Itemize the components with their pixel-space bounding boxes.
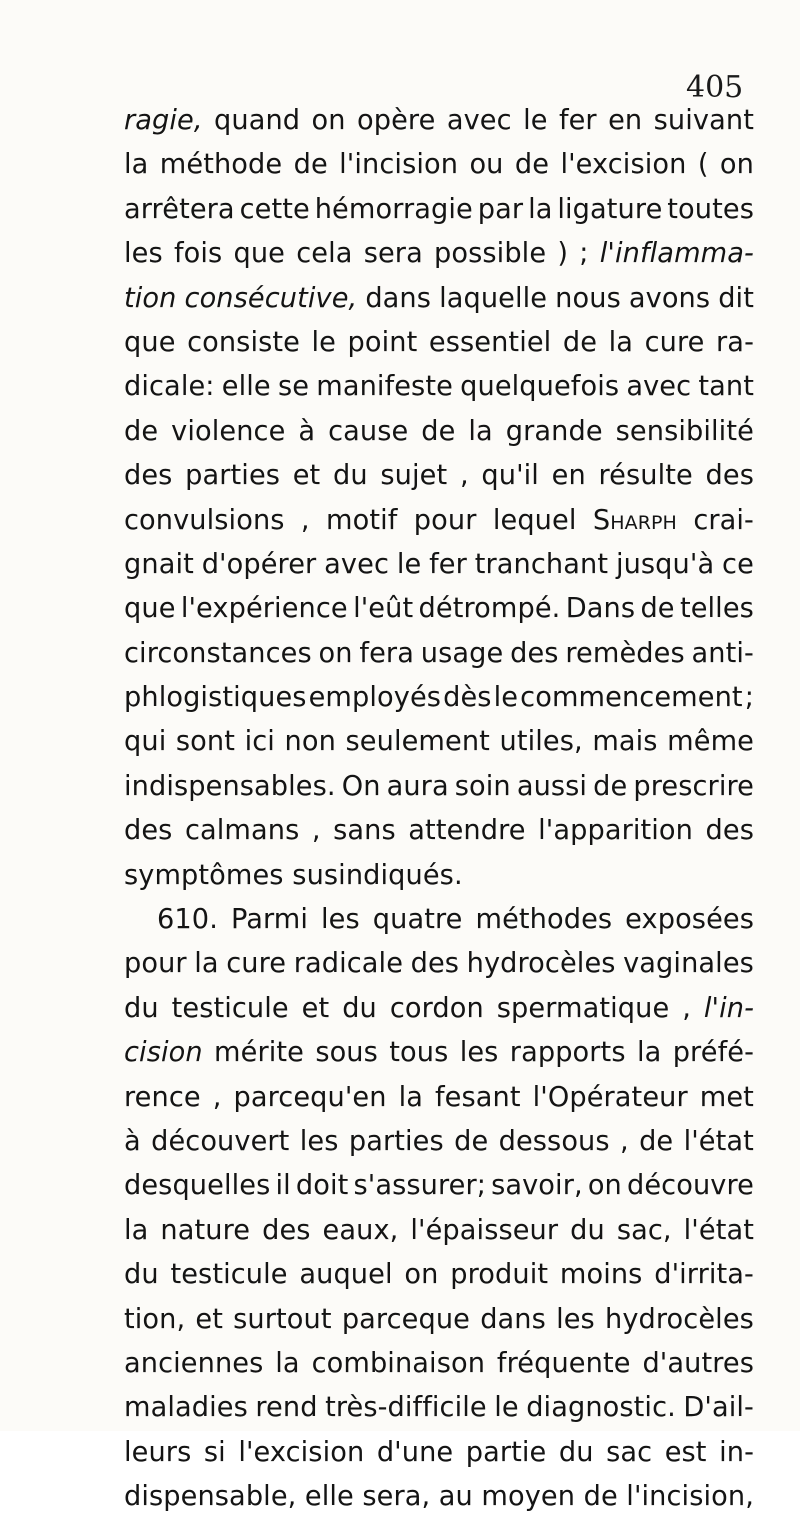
word: produit xyxy=(450,1259,549,1291)
word: du xyxy=(558,1436,594,1468)
word: prescrire xyxy=(633,770,754,802)
word: ( xyxy=(697,149,709,181)
word: découvert xyxy=(151,1125,290,1157)
word: desquelles xyxy=(124,1170,271,1202)
word: auquel xyxy=(299,1259,393,1291)
word: , xyxy=(619,1125,629,1157)
text-line xyxy=(124,765,754,809)
word: de xyxy=(514,149,550,181)
word: les xyxy=(124,238,163,270)
word: quatre xyxy=(372,904,463,936)
word: crai- xyxy=(693,504,754,536)
word: rend xyxy=(255,1392,318,1424)
word: quand xyxy=(214,105,301,136)
word: dans xyxy=(365,282,432,314)
word: employés xyxy=(308,682,442,714)
paragraph-start-line xyxy=(124,898,754,942)
word: de xyxy=(293,149,328,181)
word: partie xyxy=(465,1436,547,1468)
word: ou xyxy=(469,149,504,181)
word: les xyxy=(321,904,360,936)
word: les xyxy=(299,1125,339,1157)
word: cause xyxy=(328,415,409,447)
word: la xyxy=(528,193,553,225)
word: in- xyxy=(719,1436,754,1468)
word: tion xyxy=(124,282,177,314)
word: rapports xyxy=(509,1037,626,1069)
word: leurs xyxy=(124,1436,192,1468)
word: sous xyxy=(315,1037,378,1069)
word: Dans xyxy=(565,593,636,625)
word: moins xyxy=(559,1259,643,1291)
word: d'autres xyxy=(642,1347,754,1379)
word: de xyxy=(640,593,675,625)
text-line xyxy=(124,277,754,321)
word: ra- xyxy=(716,326,754,358)
word: opère xyxy=(357,105,436,136)
word: l'in- xyxy=(703,992,754,1024)
text-line xyxy=(124,1076,754,1120)
word: indispensables. xyxy=(124,770,336,802)
word: de xyxy=(593,770,628,802)
word: au xyxy=(438,1481,473,1513)
word: manifeste xyxy=(316,371,453,403)
word: des xyxy=(262,1214,311,1246)
word: elle xyxy=(304,1481,354,1513)
word: s'assurer; xyxy=(353,1170,486,1202)
word: on xyxy=(311,105,346,136)
text-line xyxy=(124,720,754,764)
word: tous xyxy=(389,1037,449,1069)
word: point xyxy=(347,326,418,358)
word: moyen xyxy=(481,1481,576,1513)
word: la xyxy=(275,1347,300,1379)
word: tranchant xyxy=(474,548,609,580)
word: ; xyxy=(744,682,754,714)
word: hémorragie xyxy=(314,193,473,225)
word: exposées xyxy=(625,904,754,936)
text-line xyxy=(124,809,754,853)
word: sac, xyxy=(616,1214,672,1246)
word: si xyxy=(203,1436,226,1468)
word: maladies xyxy=(124,1392,248,1424)
word: diagnostic. xyxy=(526,1392,676,1424)
word: fréquente xyxy=(496,1347,631,1379)
word: l'excision xyxy=(560,149,687,181)
word: l'incision xyxy=(339,149,459,181)
word: seulement xyxy=(345,726,490,758)
word: D'ail- xyxy=(683,1392,754,1424)
word: on xyxy=(404,1259,439,1291)
word: sont xyxy=(175,726,236,758)
word: avec xyxy=(626,371,692,403)
text-line xyxy=(124,454,754,498)
word: remèdes xyxy=(565,637,685,669)
word: détrompé. xyxy=(418,593,561,625)
word: soin xyxy=(454,770,511,802)
word: attendre xyxy=(408,815,526,847)
word: des xyxy=(124,460,173,492)
text-line xyxy=(124,1475,754,1519)
word: calmans xyxy=(184,815,300,847)
word: laquelle xyxy=(439,282,548,314)
word: convulsions xyxy=(124,504,285,536)
text-line xyxy=(124,1298,754,1342)
word: très-difficile xyxy=(325,1392,487,1424)
word: est xyxy=(664,1436,707,1468)
word: ce xyxy=(722,548,754,580)
text-line xyxy=(124,1120,754,1164)
word: Sharph xyxy=(592,504,677,536)
word: on xyxy=(318,637,353,669)
word: le xyxy=(396,548,422,580)
word: circonstances xyxy=(124,637,312,669)
word: grande xyxy=(505,415,603,447)
word: méthodes xyxy=(475,904,613,936)
text-line xyxy=(124,1253,754,1297)
text-line xyxy=(124,188,754,232)
word: le xyxy=(523,105,548,136)
text-line xyxy=(124,676,754,720)
word: fer xyxy=(558,105,597,136)
word: découvre xyxy=(626,1170,754,1202)
word: préfé- xyxy=(672,1037,754,1069)
word: l'expérience xyxy=(180,593,348,625)
word: qui xyxy=(124,726,167,758)
word: arrêtera xyxy=(124,193,235,225)
word: aussi xyxy=(516,770,588,802)
word: mais xyxy=(592,726,658,758)
text-line xyxy=(124,1386,754,1430)
word: le xyxy=(494,1392,519,1424)
word: l'Opérateur xyxy=(532,1081,688,1113)
word: des xyxy=(705,460,754,492)
word: de xyxy=(639,1125,674,1157)
word: de xyxy=(454,1125,489,1157)
word: par xyxy=(477,193,524,225)
text-line xyxy=(124,1209,754,1253)
word: l'excision xyxy=(238,1436,365,1468)
word: utiles, xyxy=(499,726,583,758)
word: avec xyxy=(324,548,389,580)
text-line xyxy=(124,365,754,409)
word: toutes xyxy=(667,193,754,225)
text-line xyxy=(124,942,754,986)
word: on xyxy=(719,149,754,181)
word: de xyxy=(562,326,598,358)
word: même xyxy=(667,726,754,758)
word: la xyxy=(636,1037,662,1069)
word: , xyxy=(300,504,310,536)
word: met xyxy=(699,1081,754,1113)
word: la xyxy=(398,1081,423,1113)
word: la xyxy=(468,415,493,447)
word: avons xyxy=(628,282,711,314)
word: du xyxy=(342,992,377,1024)
text-line xyxy=(124,232,754,276)
word: aura xyxy=(386,770,449,802)
word: radicale xyxy=(293,948,404,980)
word: consiste xyxy=(187,326,300,358)
word: cure xyxy=(226,948,287,980)
word: telles xyxy=(679,593,754,625)
word: dès xyxy=(443,682,492,714)
text-line xyxy=(124,499,754,543)
word: gnait xyxy=(124,548,194,580)
word: de xyxy=(583,1481,618,1513)
word: suivant xyxy=(653,105,754,136)
word: de xyxy=(124,415,159,447)
word: fesant xyxy=(434,1081,521,1113)
word: dispensable, xyxy=(124,1481,297,1513)
word: combinaison xyxy=(311,1347,486,1379)
word: mérite xyxy=(214,1037,304,1069)
word: avec xyxy=(446,105,512,136)
word: eaux, xyxy=(322,1214,399,1246)
word: , xyxy=(682,992,691,1024)
word: d'irrita- xyxy=(654,1259,754,1291)
word: jusqu'à xyxy=(615,548,715,580)
word: d'une xyxy=(376,1436,454,1468)
word: usage xyxy=(420,637,504,669)
word: des xyxy=(705,815,754,847)
word: On xyxy=(341,770,381,802)
word: ici xyxy=(244,726,275,758)
word: du xyxy=(333,460,368,492)
word: l'inflamma- xyxy=(599,238,754,270)
word: rence xyxy=(124,1081,201,1113)
word: se xyxy=(277,371,310,403)
word: la xyxy=(608,326,634,358)
word: parcequ'en xyxy=(233,1081,387,1113)
word: lequel xyxy=(492,504,577,536)
word: les xyxy=(556,1303,595,1335)
word: l'état xyxy=(683,1125,754,1157)
word: , xyxy=(212,1081,222,1113)
text-line xyxy=(124,1342,754,1386)
word: hydrocèles xyxy=(605,1303,754,1335)
word: du xyxy=(570,1214,605,1246)
word: du xyxy=(124,1259,159,1291)
word: des xyxy=(410,948,460,980)
word: ligature xyxy=(557,193,663,225)
word: testicule xyxy=(171,992,289,1024)
text-line xyxy=(124,543,754,587)
word: consécutive, xyxy=(184,282,358,314)
word: l'apparition xyxy=(538,815,693,847)
word: doit xyxy=(295,1170,349,1202)
word: hydrocèles xyxy=(466,948,616,980)
word: qu'il xyxy=(481,460,539,492)
word: savoir, xyxy=(491,1170,583,1202)
word: on xyxy=(587,1170,622,1202)
word: motif xyxy=(326,504,398,536)
word: ; xyxy=(579,238,589,270)
word: dit xyxy=(718,282,754,314)
word: d'opérer xyxy=(201,548,317,580)
word: nature xyxy=(160,1214,251,1246)
word: parties xyxy=(348,1125,444,1157)
word: non xyxy=(284,726,336,758)
word: il xyxy=(275,1170,291,1202)
word: Parmi xyxy=(230,904,309,936)
word: quelquefois xyxy=(460,371,620,403)
word: parties xyxy=(185,460,281,492)
word: la xyxy=(194,948,219,980)
page-number: 405 xyxy=(686,70,744,105)
word: vaginales xyxy=(623,948,754,980)
word: cordon xyxy=(389,992,484,1024)
word: la xyxy=(124,149,149,181)
word: essentiel xyxy=(428,326,552,358)
word: que xyxy=(233,238,285,270)
word: 610. xyxy=(157,904,218,936)
text-line xyxy=(124,632,754,676)
word: résulte xyxy=(598,460,693,492)
word: sans xyxy=(333,815,396,847)
word: en xyxy=(551,460,586,492)
word: l'incision, xyxy=(626,1481,754,1513)
word: anciennes xyxy=(124,1347,264,1379)
text-line xyxy=(124,143,754,187)
word: elle xyxy=(221,371,271,403)
word: anti- xyxy=(691,637,754,669)
word: méthode xyxy=(159,149,283,181)
word: cela xyxy=(296,238,353,270)
word: phlogistiques xyxy=(124,682,307,714)
word: dessous xyxy=(498,1125,610,1157)
text-line xyxy=(124,321,754,365)
word: nous xyxy=(555,282,621,314)
word: et xyxy=(195,1303,223,1335)
word: fois xyxy=(173,238,223,270)
word: ragie, xyxy=(124,105,203,136)
word: testicule xyxy=(170,1259,288,1291)
word: le xyxy=(493,682,519,714)
text-line xyxy=(124,410,754,454)
word: tion, xyxy=(124,1303,186,1335)
word: possible xyxy=(434,238,547,270)
word: en xyxy=(608,105,643,136)
word: les xyxy=(459,1037,499,1069)
word: sujet xyxy=(380,460,448,492)
word: ) xyxy=(557,238,569,270)
word: violence xyxy=(171,415,286,447)
word: sac xyxy=(606,1436,653,1468)
text-line xyxy=(124,1164,754,1208)
text-line xyxy=(124,587,754,631)
word: des xyxy=(510,637,559,669)
word: pour xyxy=(124,948,187,980)
word: à xyxy=(124,1125,141,1157)
word: parceque xyxy=(341,1303,471,1335)
text-line: symptômes susindiqués. xyxy=(124,859,463,891)
word: pour xyxy=(413,504,477,536)
word: que xyxy=(124,593,176,625)
word: à xyxy=(298,415,316,447)
word: tant xyxy=(698,371,754,403)
word: , xyxy=(311,815,321,847)
word: sensibilité xyxy=(615,415,754,447)
word: cure xyxy=(644,326,705,358)
text-line xyxy=(124,1031,754,1075)
word: l'état xyxy=(683,1214,754,1246)
word: cette xyxy=(239,193,310,225)
word: que xyxy=(124,326,176,358)
word: de xyxy=(421,415,456,447)
word: des xyxy=(124,815,173,847)
word: surtout xyxy=(233,1303,332,1335)
word: fer xyxy=(429,548,467,580)
word: du xyxy=(124,992,159,1024)
word: l'épaisseur xyxy=(410,1214,559,1246)
word: sera xyxy=(363,238,423,270)
word: cision xyxy=(124,1037,203,1069)
word: et xyxy=(301,992,330,1024)
text-line xyxy=(124,1431,754,1475)
word: dicale: xyxy=(124,371,215,403)
word: dans xyxy=(480,1303,546,1335)
text-line xyxy=(124,99,754,143)
word: , xyxy=(459,460,469,492)
word: commencement xyxy=(520,682,743,714)
word: et xyxy=(292,460,321,492)
word: spermatique xyxy=(496,992,670,1024)
word: fera xyxy=(359,637,414,669)
word: la xyxy=(124,1214,149,1246)
word: l'eût xyxy=(353,593,414,625)
word: le xyxy=(311,326,336,358)
body-text xyxy=(124,99,754,1520)
text-line xyxy=(124,987,754,1031)
word: sera, xyxy=(362,1481,431,1513)
